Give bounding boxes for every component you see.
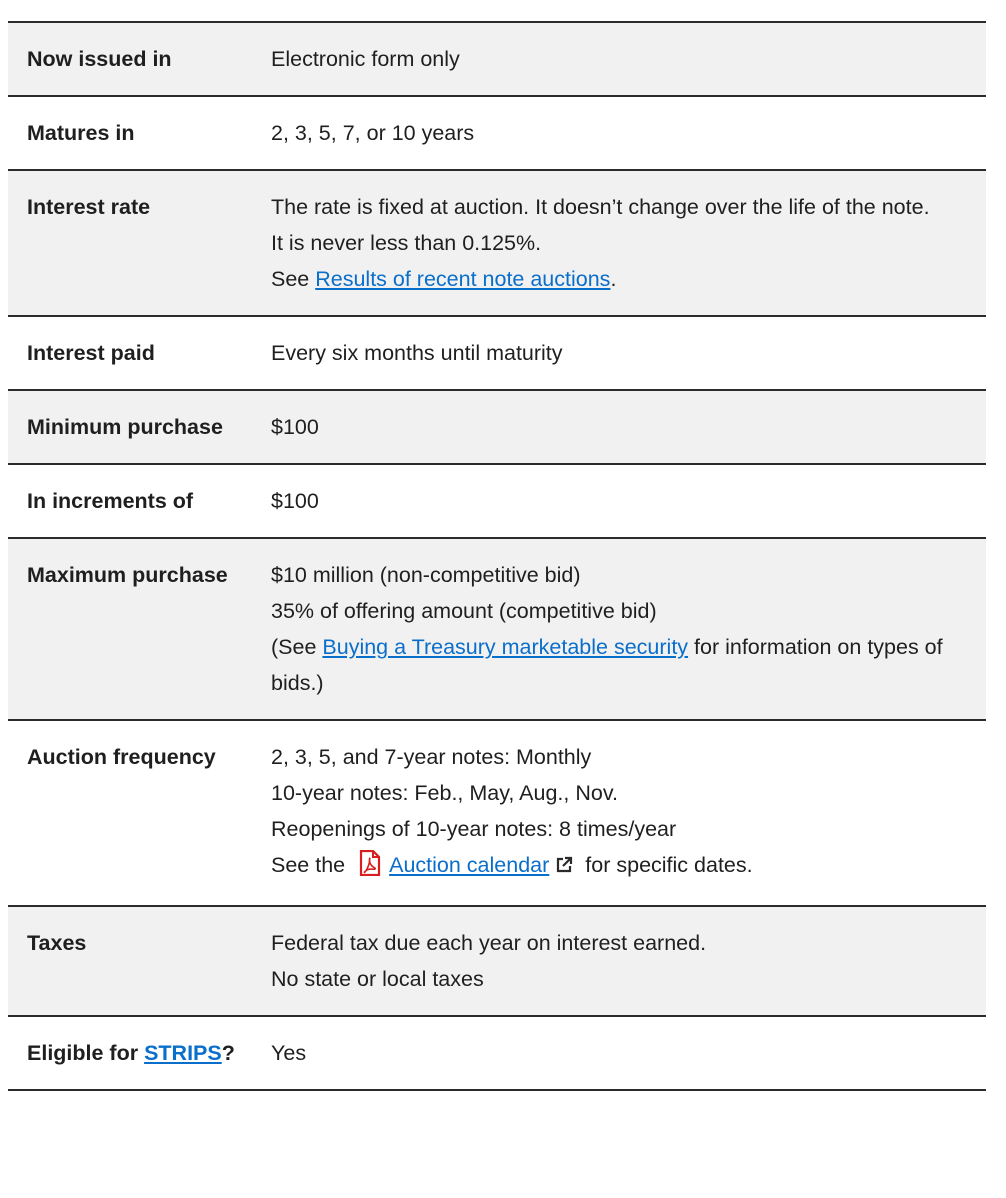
value-line	[271, 775, 968, 811]
table-row	[8, 464, 986, 538]
value-line	[271, 225, 968, 261]
value-line	[271, 261, 968, 297]
row-label	[8, 464, 271, 538]
table-row	[8, 22, 986, 96]
text: Minimum purchase	[27, 415, 223, 439]
text: $100	[271, 415, 319, 439]
text: It is never less than 0.125%.	[271, 231, 542, 255]
text: 10-year notes: Feb., May, Aug., Nov.	[271, 781, 618, 805]
row-value	[271, 22, 986, 96]
link-results-of-recent-note-auctions[interactable]: Results of recent note auctions	[315, 267, 611, 291]
text: Yes	[271, 1041, 307, 1065]
row-value	[271, 390, 986, 464]
table-row	[8, 1016, 986, 1090]
table-row	[8, 170, 986, 316]
value-line	[271, 409, 968, 445]
text: for specific dates.	[585, 853, 753, 877]
row-value	[271, 1016, 986, 1090]
text: Auction frequency	[27, 745, 216, 769]
text: $100	[271, 489, 319, 513]
text: Now issued in	[27, 47, 172, 71]
row-value	[271, 720, 986, 906]
link-buying-a-treasury-marketable-security[interactable]: Buying a Treasury marketable security	[322, 635, 689, 659]
text: Federal tax due each year on interest earned.	[271, 931, 707, 955]
row-label	[8, 96, 271, 170]
row-value	[271, 464, 986, 538]
pdf-icon	[359, 850, 381, 887]
table-row	[8, 906, 986, 1016]
value-line	[271, 41, 968, 77]
value-line	[271, 593, 968, 629]
text: ?	[221, 1041, 235, 1065]
row-value	[271, 538, 986, 720]
row-label	[8, 538, 271, 720]
text: Maximum purchase	[27, 563, 228, 587]
row-label	[8, 22, 271, 96]
text: $10 million (non-competitive bid)	[271, 563, 581, 587]
text: Reopenings of 10-year notes: 8 times/year	[271, 817, 677, 841]
value-line	[271, 847, 968, 887]
text: 2, 3, 5, and 7-year notes: Monthly	[271, 745, 592, 769]
text: .	[610, 267, 617, 291]
text: Taxes	[27, 931, 87, 955]
value-line	[271, 925, 968, 961]
text: Every six months until maturity	[271, 341, 563, 365]
table-row	[8, 390, 986, 464]
text: for information on types of bids.)	[271, 635, 943, 695]
text: In increments of	[27, 489, 194, 513]
table-row	[8, 720, 986, 906]
value-line	[271, 189, 968, 225]
text: See	[271, 267, 316, 291]
table-row	[8, 96, 986, 170]
note-details-table	[8, 21, 986, 1091]
value-line	[271, 1035, 968, 1071]
text: Eligible for	[27, 1041, 145, 1065]
table-row	[8, 316, 986, 390]
value-line	[271, 629, 968, 701]
value-line	[271, 557, 968, 593]
row-label	[8, 170, 271, 316]
text: 35% of offering amount (competitive bid)	[271, 599, 657, 623]
value-line	[271, 115, 968, 151]
link-auction-calendar[interactable]: Auction calendar	[389, 853, 550, 877]
value-line	[271, 961, 968, 997]
row-label	[8, 390, 271, 464]
text: Interest paid	[27, 341, 155, 365]
text: No state or local taxes	[271, 967, 484, 991]
row-value	[271, 316, 986, 390]
value-line	[271, 811, 968, 847]
value-line	[271, 739, 968, 775]
external-link-icon	[555, 849, 573, 885]
table-row	[8, 538, 986, 720]
value-line	[271, 483, 968, 519]
text: Matures in	[27, 121, 135, 145]
text: See the	[271, 853, 346, 877]
text: The rate is fixed at auction. It doesn’t change over the life of the note.	[271, 195, 930, 219]
text: 2, 3, 5, 7, or 10 years	[271, 121, 475, 145]
row-value	[271, 906, 986, 1016]
row-value	[271, 170, 986, 316]
row-label	[8, 316, 271, 390]
row-label	[8, 1016, 271, 1090]
row-value	[271, 96, 986, 170]
value-line	[271, 335, 968, 371]
row-label	[8, 720, 271, 906]
row-label	[8, 906, 271, 1016]
link-strips[interactable]: STRIPS	[144, 1041, 222, 1065]
text: Interest rate	[27, 195, 151, 219]
text: Electronic form only	[271, 47, 460, 71]
text: (See	[271, 635, 323, 659]
